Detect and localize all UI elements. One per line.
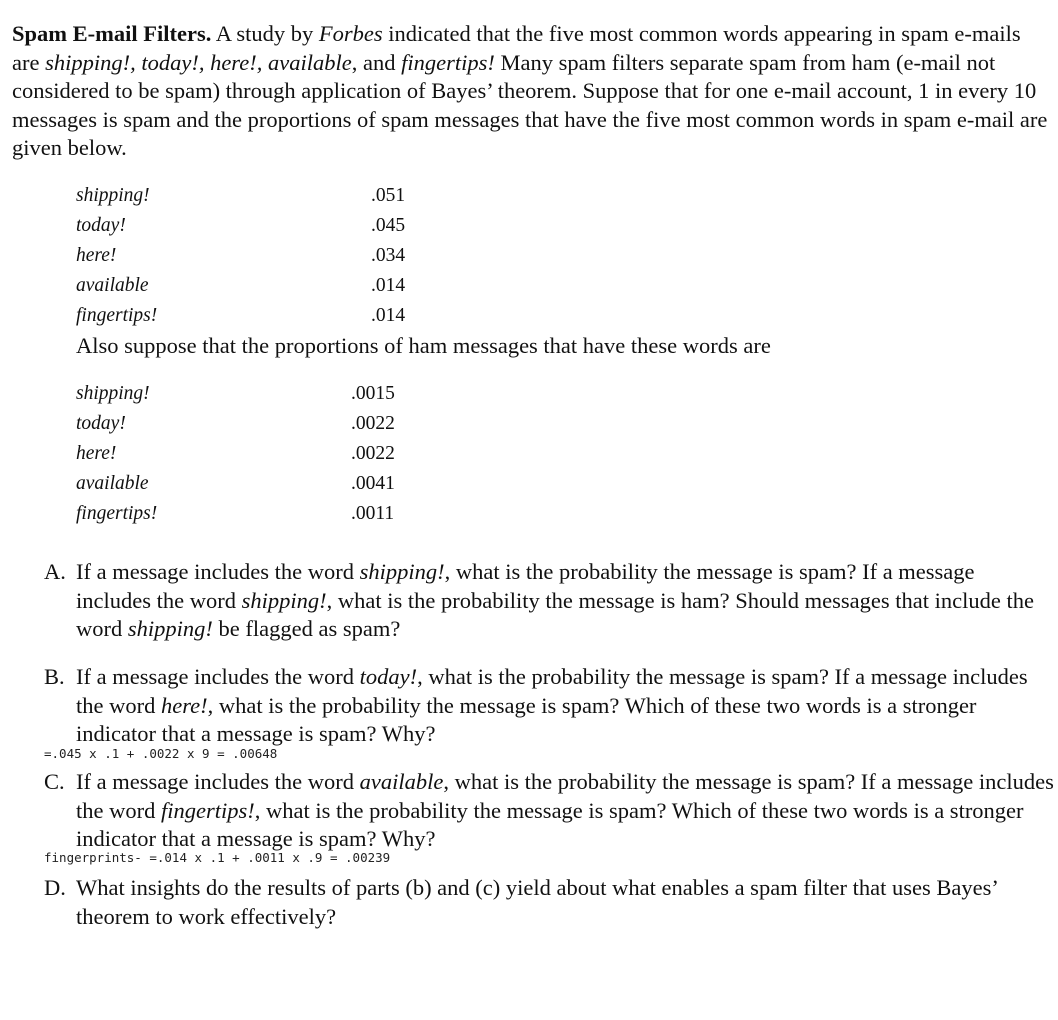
ham-word: here! bbox=[76, 443, 117, 464]
ham-intro-text: Also suppose that the proportions of ham messages that have these words are bbox=[76, 333, 771, 358]
spam-word: here! bbox=[76, 245, 117, 266]
question-c-text-1: If a message includes the word bbox=[76, 769, 360, 794]
ham-word: available bbox=[76, 473, 149, 494]
handwritten-note-b: =.045 x .1 + .0022 x 9 = .00648 bbox=[44, 746, 278, 761]
question-letter: A. bbox=[44, 559, 66, 584]
ham-value: .0022 bbox=[351, 443, 395, 464]
spam-value: .014 bbox=[371, 305, 406, 326]
intro-fingertips: fingertips! bbox=[401, 49, 495, 75]
intro-text-2: indicated that the five most common words appearing in spam e-mails are bbox=[12, 21, 1021, 75]
intro-text-3: , and bbox=[351, 49, 402, 75]
intro-forbes: Forbes bbox=[318, 21, 383, 46]
question-b bbox=[44, 663, 1054, 749]
question-a-word-2: shipping! bbox=[241, 587, 327, 613]
question-a bbox=[44, 558, 1054, 644]
ham-word: shipping! bbox=[76, 383, 150, 404]
ham-value: .0015 bbox=[351, 383, 395, 404]
spam-word: shipping! bbox=[76, 185, 150, 206]
question-letter: D. bbox=[44, 875, 66, 900]
question-a-text-1: If a message includes the word bbox=[76, 559, 360, 584]
ham-word: fingertips! bbox=[76, 503, 158, 524]
spam-value: .051 bbox=[371, 185, 406, 206]
question-text bbox=[76, 663, 1054, 749]
question-b-word-2: here! bbox=[160, 692, 208, 718]
question-a-text-4: be flagged as spam? bbox=[212, 616, 401, 641]
spam-word: fingertips! bbox=[76, 305, 158, 326]
question-text: What insights do the results of parts (b) and (c) yield about what enables a spam filter that uses Bayes’ theorem to work effectively? bbox=[76, 875, 998, 929]
question-c-text-2: , what is the probability the message is spam? If a message includes the word bbox=[76, 769, 1054, 823]
intro-text-1: A study by bbox=[211, 21, 319, 46]
handwritten-note-c: fingerprints- =.014 x .1 + .0011 x .9 = .00239 bbox=[44, 850, 391, 865]
spam-word: today! bbox=[76, 215, 126, 236]
spam-value: .034 bbox=[371, 245, 406, 266]
intro-text-4: Many spam filters separate spam from ham (e-mail not considered to be spam) through application of Bayes’ theorem. Suppose that for one e-mail account, 1 in every 10 messages is spam and the proportions of spam messages that have the five most common words in spam e-mail are given below. bbox=[12, 49, 1048, 160]
question-c-word-1: available bbox=[359, 769, 444, 794]
question-c bbox=[44, 768, 1054, 854]
intro-paragraph bbox=[12, 20, 1052, 163]
question-b-text-2: , what is the probability the message is spam? If a message includes the word bbox=[76, 664, 1028, 718]
question-a-text-2: , what is the probability the message is spam? If a message includes the word bbox=[76, 559, 975, 613]
ham-value: .0022 bbox=[351, 413, 395, 434]
question-c-text-3: , what is the probability the message is spam? Which of these two words is a stronger indicator that a message is spam? Why? bbox=[76, 797, 1024, 851]
intro-words-list: shipping!, today!, here!, available bbox=[45, 49, 352, 75]
question-b-text-1: If a message includes the word bbox=[76, 664, 360, 689]
spam-word: available bbox=[76, 275, 149, 296]
question-a-word-3: shipping! bbox=[127, 616, 213, 641]
question-a-word-1: shipping! bbox=[359, 559, 445, 584]
spam-value: .045 bbox=[371, 215, 406, 236]
ham-word: today! bbox=[76, 413, 126, 434]
question-text bbox=[76, 768, 1054, 854]
question-letter: B. bbox=[44, 664, 65, 689]
question-b-text-3: , what is the probability the message is spam? Which of these two words is a stronger indicator that a message is spam? Why? bbox=[76, 692, 977, 746]
question-a-text-3: , what is the probability the message is ham? Should messages that include the word bbox=[76, 587, 1034, 641]
question-c-word-2: fingertips! bbox=[160, 797, 255, 823]
question-text bbox=[76, 558, 1054, 644]
question-b-word-1: today! bbox=[359, 664, 418, 689]
intro-title: Spam E-mail Filters. bbox=[12, 21, 212, 46]
ham-value: .0041 bbox=[351, 473, 395, 494]
ham-value: .0011 bbox=[351, 503, 395, 524]
spam-value: .014 bbox=[371, 275, 406, 296]
question-d bbox=[44, 874, 1054, 931]
question-letter: C. bbox=[44, 769, 65, 794]
